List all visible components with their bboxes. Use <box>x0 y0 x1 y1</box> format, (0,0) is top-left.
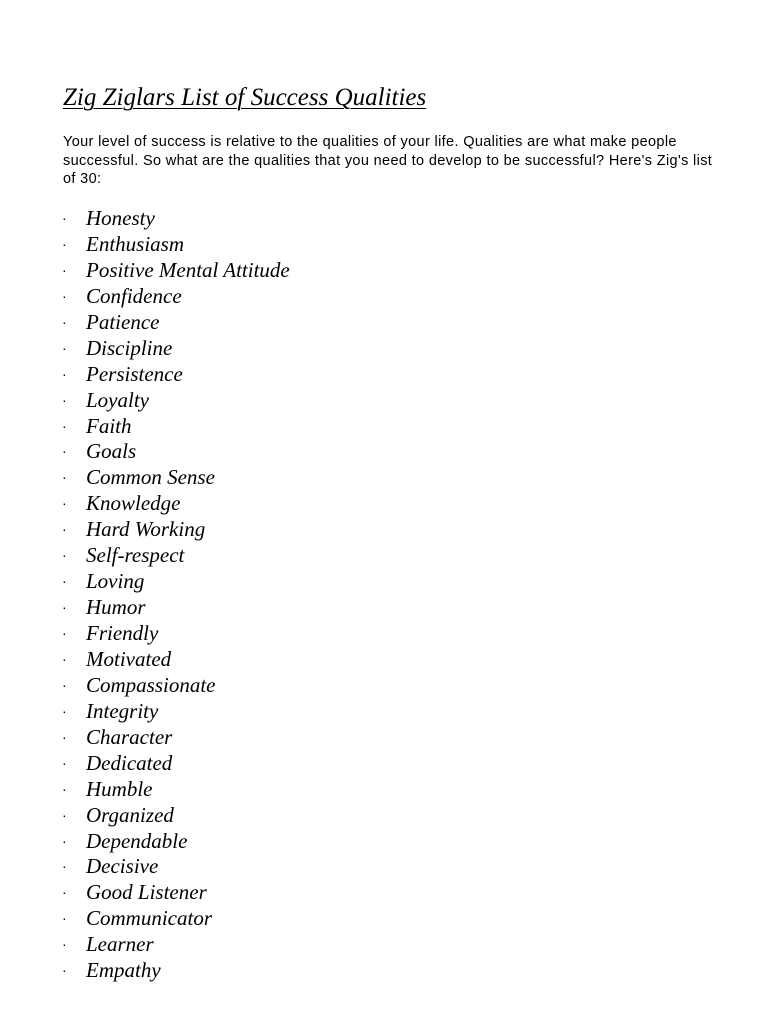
quality-label: Friendly <box>86 621 159 645</box>
bullet-icon: · <box>62 780 67 797</box>
bullet-icon: · <box>62 858 67 875</box>
bullet-icon: · <box>62 339 67 356</box>
bullet-icon: · <box>62 754 67 771</box>
bullet-icon: · <box>62 910 67 927</box>
bullet-icon: · <box>62 391 67 408</box>
bullet-icon: · <box>62 210 67 226</box>
bullet-icon: · <box>62 806 67 823</box>
quality-label: Goals <box>86 439 137 464</box>
quality-label: Empathy <box>86 958 161 983</box>
quality-label: Good Listener <box>86 880 207 905</box>
intro-paragraph: Your level of success is relative to the qualities of your life. Qualities are what make people successful. So what are the qualities that you need to develop to be successful? Here's Zig's list of 30: <box>63 134 713 187</box>
bullet-icon: · <box>62 625 67 641</box>
quality-label: Knowledge <box>86 491 181 516</box>
quality-label: Learner <box>86 932 154 957</box>
quality-label: Enthusiasm <box>86 231 185 256</box>
bullet-icon: · <box>62 728 67 745</box>
quality-label: Positive Mental Attitude <box>86 257 290 282</box>
quality-label: Faith <box>86 413 132 438</box>
bullet-icon: · <box>62 650 67 667</box>
quality-label: Character <box>86 724 173 749</box>
bullet-icon: · <box>62 884 67 901</box>
bullet-icon: · <box>62 261 67 278</box>
bullet-icon: · <box>62 547 67 564</box>
bullet-icon: · <box>62 573 67 590</box>
bullet-icon: · <box>62 521 67 538</box>
quality-label: Motivated <box>86 646 172 671</box>
bullet-icon: · <box>62 365 67 382</box>
bullet-icon: · <box>62 417 67 434</box>
bullet-icon: · <box>62 287 67 304</box>
bullet-icon: · <box>62 235 67 252</box>
quality-label: Dedicated <box>86 750 173 775</box>
quality-label: Confidence <box>86 283 182 308</box>
bullet-icon: · <box>62 495 67 512</box>
quality-label: Persistence <box>86 361 183 386</box>
quality-label: Dependable <box>86 828 188 853</box>
quality-label: Decisive <box>86 854 159 879</box>
bullet-icon: · <box>62 962 67 979</box>
bullet-icon: · <box>62 469 67 486</box>
bullet-icon: · <box>62 313 67 330</box>
quality-label: Loving <box>86 569 145 594</box>
quality-label: Loyalty <box>86 387 149 412</box>
quality-label: Hard Working <box>86 517 206 542</box>
quality-label: Integrity <box>86 698 159 723</box>
quality-label: Common Sense <box>86 465 215 490</box>
bullet-icon: · <box>62 676 67 693</box>
bullet-icon: · <box>62 443 67 460</box>
bullet-icon: · <box>62 832 67 849</box>
quality-label: Humble <box>86 776 153 801</box>
quality-label: Organized <box>86 802 174 827</box>
quality-label: Communicator <box>86 906 212 931</box>
document-title: Zig Ziglars List of Success Qualities <box>63 84 427 111</box>
quality-label: Discipline <box>86 335 173 360</box>
quality-label: Honesty <box>86 206 155 230</box>
bullet-icon: · <box>62 599 67 616</box>
quality-label: Patience <box>86 309 160 334</box>
quality-label: Humor <box>86 595 146 620</box>
bullet-icon: · <box>62 702 67 719</box>
bullet-icon: · <box>62 936 67 953</box>
quality-label: Compassionate <box>86 672 216 697</box>
quality-label: Self-respect <box>86 543 185 568</box>
